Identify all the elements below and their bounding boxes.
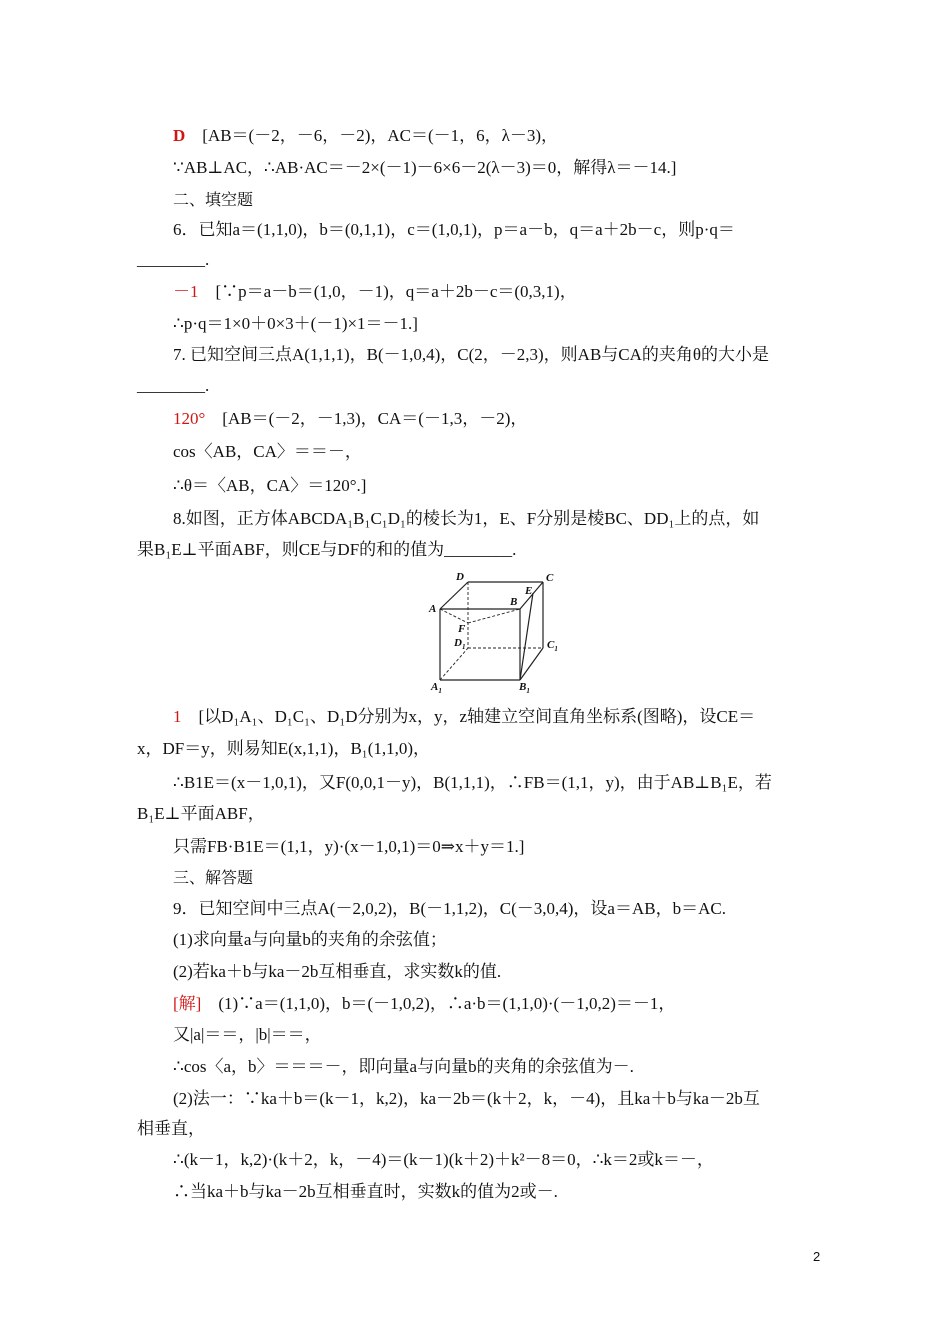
q9-solution-line-3: ∴cos〈a，b〉＝＝＝－，即向量a与向量b的夹角的余弦值为－. [173,1057,634,1076]
section-heading-solve: 三、解答题 [173,868,254,887]
vertex-B1: $B_1$ [519,681,530,695]
q9-solution-line-5: 相垂直， [137,1119,205,1138]
q9-solution-line-4: (2)法一：∵ka＋b＝(k－1，k,2)，ka－2b＝(k＋2，k，－4)，且ka＋b与ka－2b互 [173,1089,760,1108]
text: (1)∵a＝(1,1,0)，b＝(－1,0,2)，∴a·b＝(1,1,0)·(－1,0,2)＝－1， [201,994,676,1013]
cube-figure [423,568,573,696]
vertex-D: D [456,571,464,583]
q5-answer-line [173,124,558,148]
q7-blank: ________. [137,376,210,395]
solution-label: [解] [173,994,202,1013]
q6-blank: ________. [137,250,210,269]
q6-answer-line [173,280,577,304]
q6-solution-line: ∴p·q＝1×0＋0×3＋(－1)×1＝－1.] [173,314,418,333]
q7-solution-line-1: cos〈AB，CA〉＝＝－， [173,442,362,461]
q8-solution-line-1: x，DF＝y，则易知E(x,1,1)，B₁(1,1,0)， [137,739,431,758]
q8-question-line-1: 8.如图，正方体ABCDA₁B₁C₁D₁的棱长为1，E、F分别是棱BC、DD₁上的点，如 [173,509,760,528]
q9-solution-line-2: 又|a|＝＝，|b|＝＝， [173,1025,322,1044]
q8-solution-line-2: ∴B1E＝(x－1,0,1)，又F(0,0,1－y)，B(1,1,1)，∴FB＝(1,1，y)，由于AB⊥B₁E，若 [173,773,772,792]
q5-solution-line: ∵AB⊥AC，∴AB·AC＝－2×(－1)－6×6－2(λ－3)＝0，解得λ＝－14.] [173,158,677,177]
q8-answer-line [173,705,755,729]
q8-solution-line-4: 只需FB·B1E＝(1,1，y)·(x－1,0,1)＝0⇒x＋y＝1.] [173,837,525,856]
q8-solution-line-3: B₁E⊥平面ABF， [137,804,265,823]
q9-solution-line-1 [173,992,675,1016]
q7-question: 7. 已知空间三点A(1,1,1)，B(－1,0,4)，C(2，－2,3)，则AB与CA的夹角θ的大小是 [173,345,770,364]
point-E: E [525,585,533,597]
vertex-B: B [510,596,518,608]
q9-part1: (1)求向量a与向量b的夹角的余弦值； [173,930,447,949]
vertex-D1: $D_1$ [454,637,466,651]
q6-question: 6．已知a＝(1,1,0)，b＝(0,1,1)，c＝(1,0,1)，p＝a－b，q＝a＋2b－c，则p·q＝ [173,220,735,239]
q9-solution-line-7: ∴当ka＋b与ka－2b互相垂直时，实数k的值为2或－. [173,1182,558,1201]
text: [∵p＝a－b＝(1,0，－1)，q＝a＋2b－c＝(0,3,1)， [198,282,577,301]
q9-solution-line-6: ∴(k－1，k,2)·(k＋2，k，－4)＝(k－1)(k＋2)＋k²－8＝0，∴k＝2或k＝－， [173,1150,714,1169]
text: [AB＝(－2，－1,3)，CA＝(－1,3，－2)， [205,409,528,428]
answer-key: －1 [173,282,199,301]
q9-question: 9．已知空间中三点A(－2,0,2)，B(－1,1,2)，C(－3,0,4)，设a＝AB，b＝AC. [173,899,726,918]
q9-part2: (2)若ka＋b与ka－2b互相垂直，求实数k的值. [173,962,502,981]
q8-question-line-2: 果B₁E⊥平面ABF，则CE与DF的和的值为________. [137,540,517,559]
q7-answer-line [173,407,527,431]
vertex-C: C [546,572,554,584]
vertex-A: A [429,603,437,615]
text: [AB＝(－2，－6，－2)，AC＝(－1，6，λ－3)， [185,126,559,145]
answer-key: 120° [173,409,206,428]
answer-key: D [173,126,186,145]
text: [以D₁A₁、D₁C₁、D₁D分别为x，y，z轴建立空间直角坐标系(图略)，设CE＝ [181,707,756,726]
vertex-A1: $A_1$ [431,681,442,695]
point-F: F [458,623,466,635]
q7-solution-line-2: ∴θ＝〈AB，CA〉＝120°.] [173,476,367,495]
section-heading-fill-blank: 二、填空题 [173,190,254,209]
page-number: 2 [813,1249,821,1264]
vertex-C1: $C_1$ [547,639,558,653]
answer-key: 1 [173,707,182,726]
